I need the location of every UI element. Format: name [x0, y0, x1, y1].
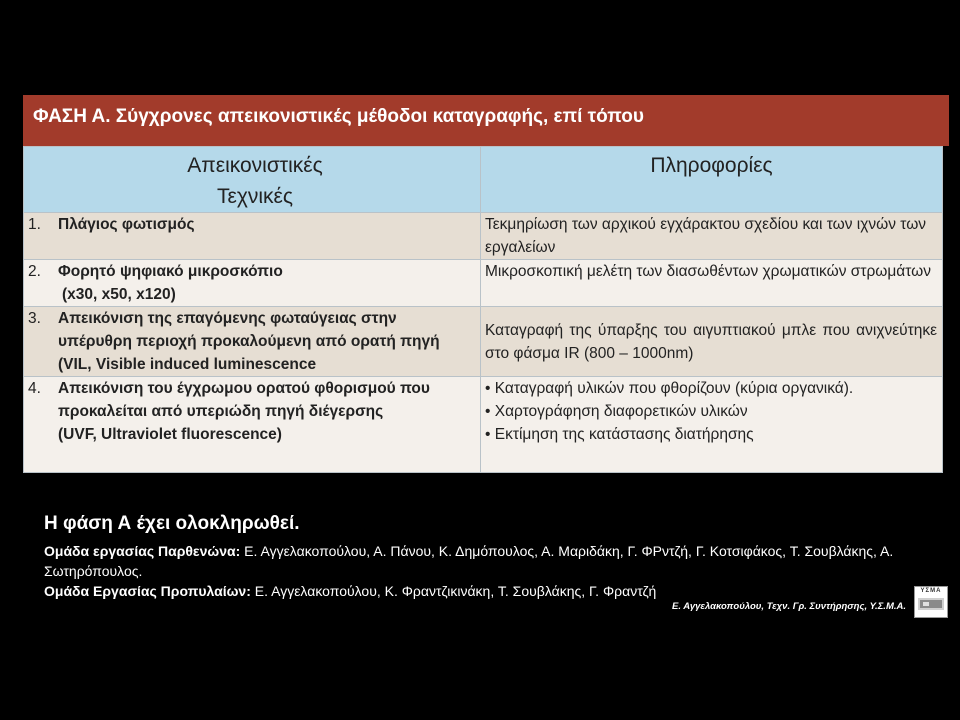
info-bullet-list — [485, 377, 937, 446]
list-item: • Χαρτογράφηση διαφορετικών υλικών — [485, 403, 748, 420]
technique-cell: 2. Φορητό ψηφιακό μικροσκόπιο (x30, x50, x120) — [24, 260, 481, 307]
table-header-row — [24, 147, 943, 213]
ysma-logo: ΥΣΜΑ — [914, 586, 948, 618]
list-item: • Εκτίμηση της κατάστασης διατήρησης — [485, 426, 754, 443]
info-cell: Τεκμηρίωση των αρχικού εγχάρακτου σχεδίου και των ιχνών των εργαλείων — [481, 213, 943, 260]
header-techniques: Απεικονιστικές Τεχνικές — [24, 147, 481, 213]
propylaia-team: Ομάδα Εργασίας Προπυλαίων: Ε. Αγγελακοπούλου, Κ. Φραντζικινάκη, Τ. Σουβλάκης, Γ. Φραντζή — [44, 583, 657, 599]
table-row — [24, 377, 943, 473]
technique-cell: 3. Απεικόνιση της επαγόμενης φωταύγειας στην υπέρυθρη περιοχή προκαλούμενη από ορατή πηγή (VIL, Visible induced luminescence — [24, 307, 481, 377]
techniques-table — [23, 146, 943, 473]
header-info: Πληροφορίες — [481, 147, 943, 213]
logo-image-icon — [915, 594, 947, 614]
info-cell: Μικροσκοπική μελέτη των διασωθέντων χρωματικών στρωμάτων — [481, 260, 943, 307]
info-cell — [481, 377, 943, 473]
parthenon-team: Ομάδα εργασίας Παρθενώνα: Ε. Αγγελακοπούλου, Α. Πάνου, Κ. Δημόπουλος, Α. Μαριδάκη, Γ. ΦΡντζή, Γ. Κοτσιφάκος, Τ. Σουβλάκης, Α. Σωτηρόπουλος. — [44, 543, 894, 579]
footer — [44, 513, 944, 601]
phase-status: Η φάση Α έχει ολοκληρωθεί. — [44, 513, 300, 534]
list-item: • Καταγραφή υλικών που φθορίζουν (κύρια οργανικά). — [485, 380, 854, 397]
technique-cell: 1. Πλάγιος φωτισμός — [24, 213, 481, 260]
slide-title: ΦΑΣΗ Α. Σύγχρονες απεικονιστικές μέθοδοι καταγραφής, επί τόπου — [23, 95, 949, 146]
table-row — [24, 213, 943, 260]
info-cell: Καταγραφή της ύπαρξης του αιγυπτιακού μπλε που ανιχνεύτηκε στο φάσμα IR (800 – 1000nm) — [481, 307, 943, 377]
table-row — [24, 260, 943, 307]
technique-cell: 4. Απεικόνιση του έγχρωμου ορατού φθορισμού που προκαλείται από υπεριώδη πηγή διέγερσης (UVF, Ultraviolet fluorescence) — [24, 377, 481, 473]
author-credit: Ε. Αγγελακοπούλου, Τεχν. Γρ. Συντήρησης, Υ.Σ.Μ.Α. — [672, 601, 906, 612]
table-row — [24, 307, 943, 377]
